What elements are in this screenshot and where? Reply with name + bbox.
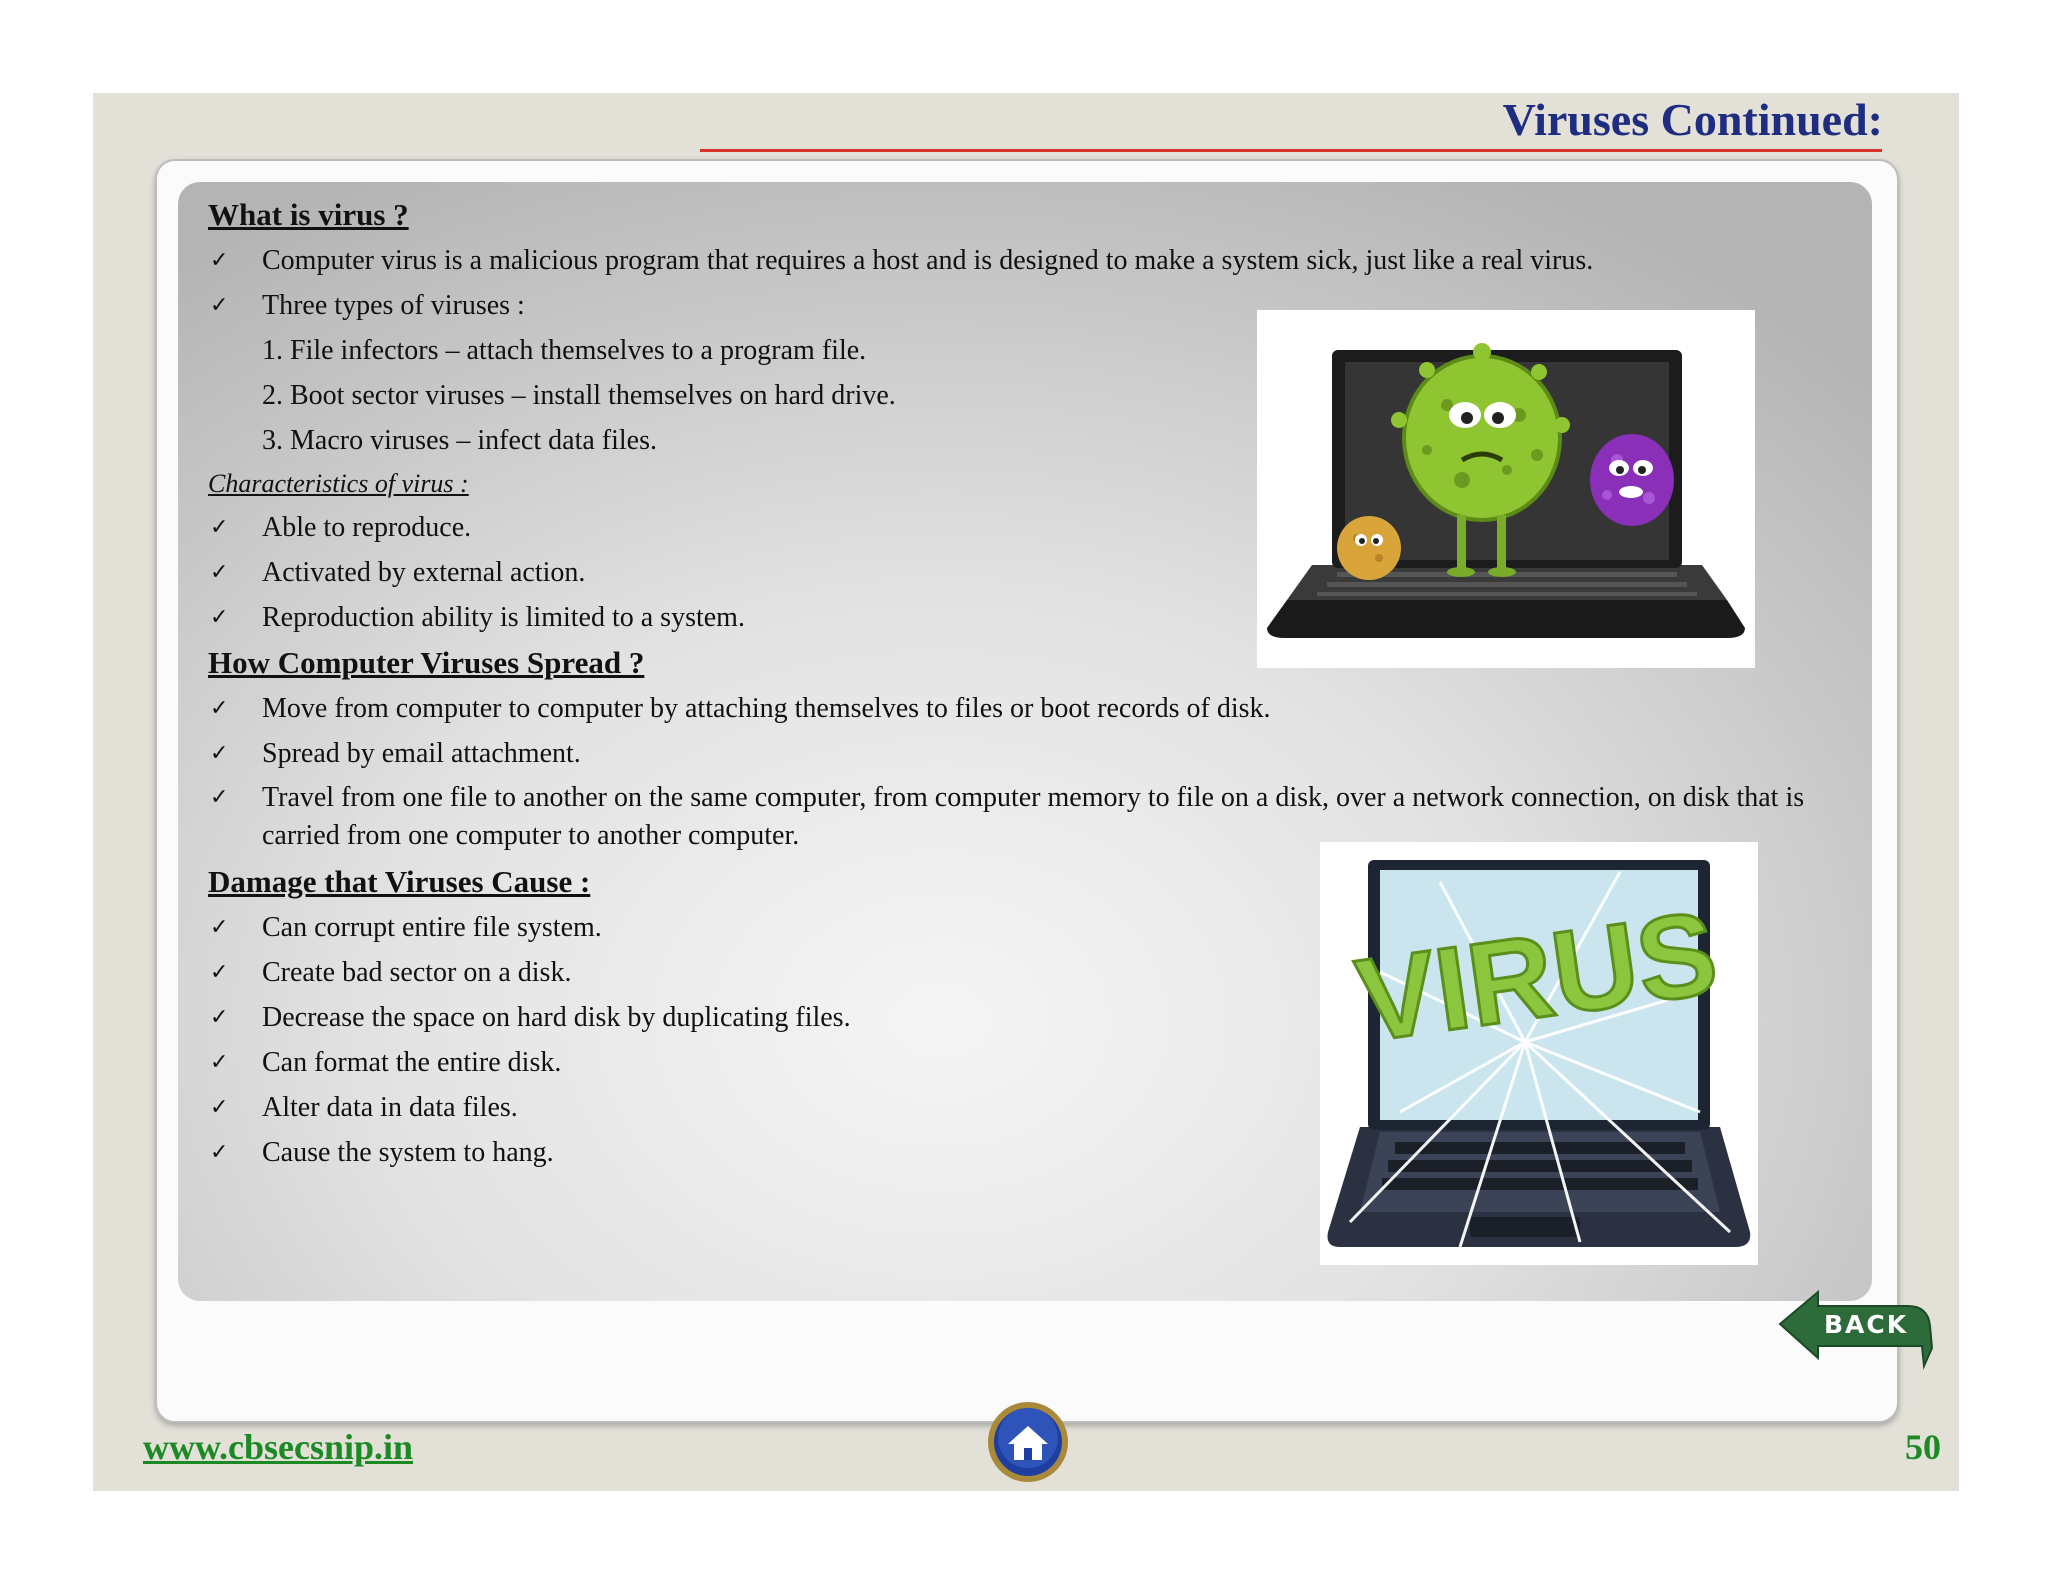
list-item: ✓ Activated by external action. bbox=[208, 550, 1842, 595]
check-icon: ✓ bbox=[210, 515, 229, 540]
check-icon: ✓ bbox=[210, 741, 229, 766]
title-underline bbox=[700, 149, 1882, 152]
list-item: ✓ Three types of viruses : bbox=[208, 283, 1842, 328]
check-icon: ✓ bbox=[210, 1140, 229, 1165]
list-item: ✓ Can corrupt entire file system. bbox=[208, 905, 1842, 950]
list-item: ✓ Computer virus is a malicious program that requires a host and is designed to make a system sick, just like a real virus. bbox=[208, 238, 1842, 283]
subheading-characteristics: Characteristics of virus : bbox=[208, 469, 469, 498]
list-item: ✓ Spread by email attachment. bbox=[208, 731, 1842, 776]
content-panel bbox=[178, 182, 1872, 1301]
virus-type: 1. File infectors – attach themselves to a program file. bbox=[262, 335, 867, 366]
check-icon: ✓ bbox=[210, 1005, 229, 1030]
check-icon: ✓ bbox=[210, 960, 229, 985]
section-heading-damage: Damage that Viruses Cause : bbox=[208, 864, 591, 899]
back-label: BACK bbox=[1823, 1310, 1909, 1339]
page-title: Viruses Continued: bbox=[1502, 94, 1883, 145]
virus-monsters-laptop-image bbox=[1257, 310, 1755, 668]
list-item: ✓ Move from computer to computer by attaching themselves to files or boot records of disk. bbox=[208, 686, 1842, 731]
check-icon: ✓ bbox=[210, 785, 229, 810]
virus-type: 2. Boot sector viruses – install themselves on hard drive. bbox=[262, 380, 896, 411]
section-heading-spread: How Computer Viruses Spread ? bbox=[208, 645, 645, 680]
check-icon: ✓ bbox=[210, 696, 229, 721]
section-heading-what-is-virus: What is virus ? bbox=[208, 197, 409, 232]
back-button[interactable] bbox=[1776, 1286, 1936, 1370]
list-item: ✓ Travel from one file to another on the same computer, from computer memory to file on a disk, over a network connection, on disk that is carried from one computer to another computer. bbox=[208, 776, 1842, 859]
check-icon: ✓ bbox=[210, 605, 229, 630]
list-item: ✓ Reproduction ability is limited to a system. bbox=[208, 595, 1842, 640]
list-item: ✓ Decrease the space on hard disk by duplicating files. bbox=[208, 995, 1842, 1040]
slide bbox=[93, 93, 1959, 1491]
content-card bbox=[155, 159, 1899, 1423]
virus-label: VIRUS bbox=[1349, 886, 1725, 1068]
list-item: ✓ Create bad sector on a disk. bbox=[208, 950, 1842, 995]
list-item: ✓ Can format the entire disk. bbox=[208, 1040, 1842, 1085]
list-item: ✓ Alter data in data files. bbox=[208, 1085, 1842, 1130]
check-icon: ✓ bbox=[210, 293, 229, 318]
check-icon: ✓ bbox=[210, 560, 229, 585]
check-icon: ✓ bbox=[210, 915, 229, 940]
footer-website-link[interactable]: www.cbsecsnip.in bbox=[143, 1427, 414, 1467]
virus-type: 3. Macro viruses – infect data files. bbox=[262, 425, 657, 456]
page-number: 50 bbox=[1905, 1427, 1941, 1467]
list-item: ✓ Able to reproduce. bbox=[208, 505, 1842, 550]
check-icon: ✓ bbox=[210, 1050, 229, 1075]
check-icon: ✓ bbox=[210, 248, 229, 273]
check-icon: ✓ bbox=[210, 1095, 229, 1120]
broken-laptop-virus-image bbox=[1320, 842, 1758, 1265]
home-button[interactable] bbox=[986, 1400, 1070, 1484]
list-item: ✓ Cause the system to hang. bbox=[208, 1130, 1842, 1175]
